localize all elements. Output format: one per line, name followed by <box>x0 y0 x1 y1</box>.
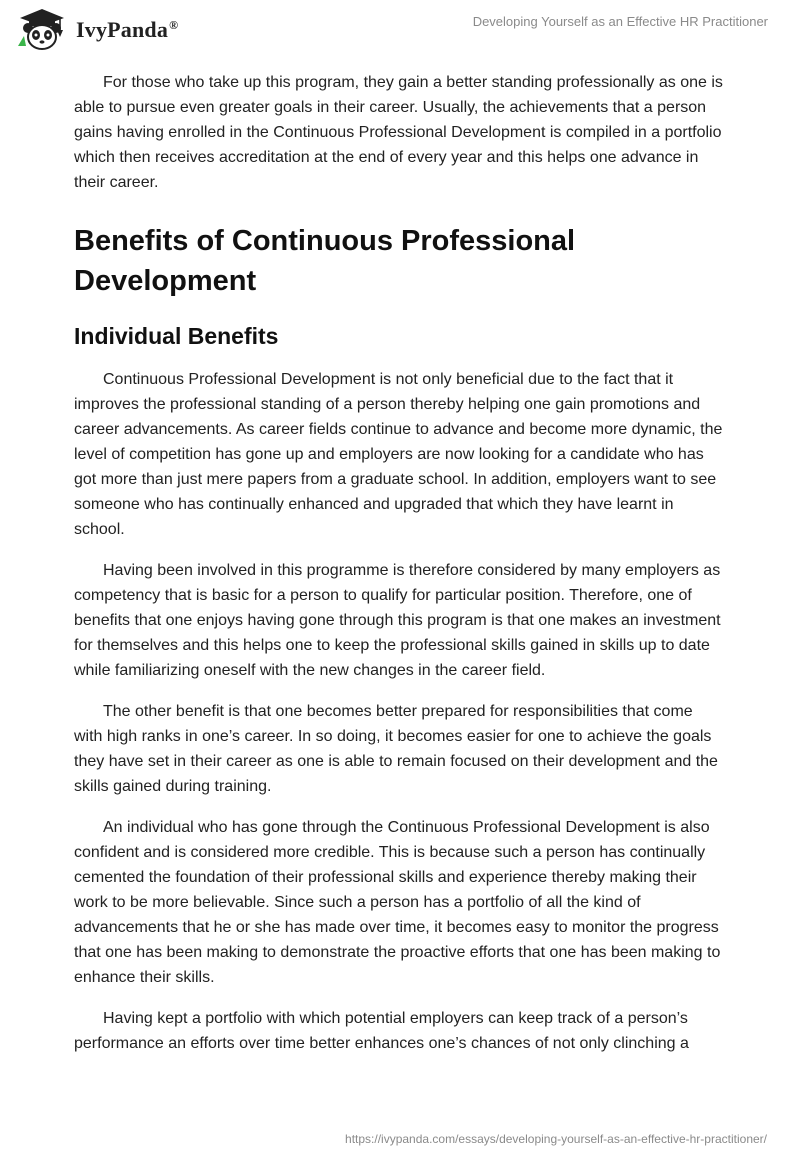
section-heading: Benefits of Continuous Professional Development <box>74 225 576 297</box>
source-url[interactable]: https://ivypanda.com/essays/developing-yourself-as-an-effective-hr-practitioner/ <box>345 1132 767 1146</box>
logo-text: IvyPanda® <box>76 17 179 42</box>
subsection-heading: Individual Benefits <box>74 323 279 349</box>
ivypanda-logo[interactable] <box>14 6 178 52</box>
essay-content <box>74 70 724 1072</box>
body-paragraph: Having kept a portfolio with which potential employers can keep track of a person’s performance an efforts over time better enhances one’s chances of not only clinching a <box>74 1010 689 1052</box>
body-paragraph: An individual who has gone through the Continuous Professional Development is also confident and is considered more credible. This is because such a person has continually cemented the foundation of their professional skills and experience thereby making their work to be more believable. Since such a person has a portfolio of all the kind of advancements that he or she has made over time, it becomes easy to monitor the progress that one has been making to demonstrate the proactive efforts that one has been making to enhance their skills. <box>74 819 721 986</box>
body-paragraph: Having been involved in this programme is therefore considered by many employers as competency that is basic for a person to qualify for particular position. Therefore, one of benefits that one enjoys having gone through this program is that one makes an investment for themselves and this helps one to keep the professional skills gained in skills up to date while familiarizing oneself with the new changes in the career field. <box>74 562 721 679</box>
body-paragraph: Continuous Professional Development is not only beneficial due to the fact that it improves the professional standing of a person thereby helping one gain promotions and career advancements. As career fields continue to advance and become more dynamic, the level of competition has gone up and employers are now looking for a candidate who has got more than just mere papers from a graduate school. In addition, employers want to see someone who has continually enhanced and upgraded that which they have learnt in school. <box>74 371 723 538</box>
intro-paragraph: For those who take up this program, they gain a better standing professionally as one is able to pursue even greater goals in their career. Usually, the achievements that a person gains having enrolled in the Continuous Professional Development is compiled in a portfolio which then receives accreditation at the end of every year and this helps one advance in their career. <box>74 74 723 191</box>
panda-graduate-icon <box>14 6 70 52</box>
registered-mark: ® <box>169 17 179 32</box>
page-header <box>0 0 800 60</box>
body-paragraph: The other benefit is that one becomes better prepared for responsibilities that come with high ranks in one’s career. In so doing, it becomes easier for one to achieve the goals they have set in their career as one is able to remain focused on their development and the skills gained during training. <box>74 703 718 795</box>
document-title: Developing Yourself as an Effective HR Practitioner <box>472 14 768 29</box>
